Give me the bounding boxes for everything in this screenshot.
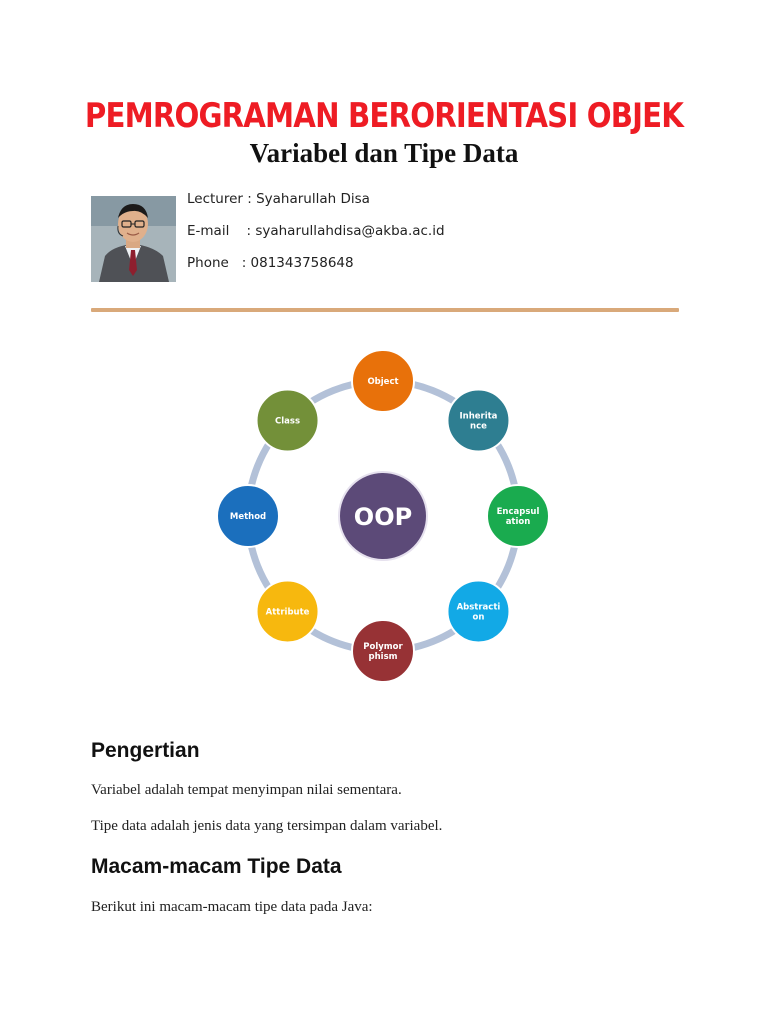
oop-center-label: OOP <box>353 503 413 531</box>
oop-node-label: Encapsul <box>496 507 540 517</box>
paragraph-java-types: Berikut ini macam-macam tipe data pada Java: <box>91 899 373 915</box>
oop-node-encapsulation <box>487 485 549 547</box>
oop-node-label: ation <box>505 517 531 527</box>
oop-node-label: Method <box>229 512 267 522</box>
oop-node-abstraction <box>447 580 509 642</box>
oop-node-label: Abstracti <box>456 602 501 613</box>
oop-node-label: Attribute <box>265 607 310 618</box>
oop-node-label: Class <box>275 416 301 427</box>
lecturer-line: Lecturer : Syaharullah Disa <box>187 191 370 207</box>
oop-node-label: phism <box>368 652 398 662</box>
lecturer-photo-image <box>91 196 176 282</box>
phone-line: Phone : 081343758648 <box>187 255 354 271</box>
oop-concept-diagram <box>200 335 568 700</box>
document-title: PEMROGRAMAN BERORIENTASI OBJEK <box>84 96 684 136</box>
oop-node-polymorphism <box>352 620 414 682</box>
oop-node-attribute <box>257 580 319 642</box>
section-divider <box>91 308 679 312</box>
document-subtitle: Variabel dan Tipe Data <box>249 138 519 168</box>
oop-node-label: on <box>472 612 485 623</box>
oop-node-class <box>257 390 319 452</box>
oop-node-label: Polymor <box>363 642 403 652</box>
oop-node-method <box>217 485 279 547</box>
paragraph-tipe-data: Tipe data adalah jenis data yang tersimpan dalam variabel. <box>91 818 443 834</box>
email-line: E-mail : syaharullahdisa@akba.ac.id <box>187 223 445 239</box>
paragraph-variabel: Variabel adalah tempat menyimpan nilai sementara. <box>91 782 402 798</box>
heading-macam-tipe-data: Macam-macam Tipe Data <box>91 855 342 878</box>
oop-node-label: Inherita <box>459 411 498 422</box>
oop-node-inheritance <box>447 390 509 452</box>
lecturer-photo <box>91 196 176 282</box>
oop-node-object <box>352 350 414 412</box>
oop-node-label: nce <box>470 421 487 432</box>
heading-pengertian: Pengertian <box>91 739 200 762</box>
oop-node-label: Object <box>367 377 399 387</box>
